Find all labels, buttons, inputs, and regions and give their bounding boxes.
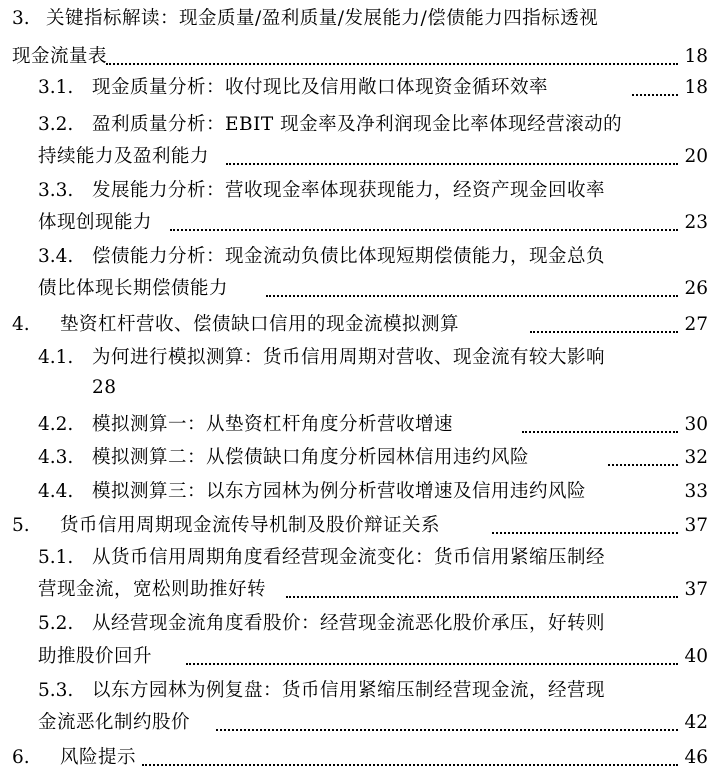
toc-entry-title: 从经营现金流角度看股价：经营现金流恶化股价承压，好转则: [92, 613, 606, 634]
toc-entry-number: 3.2.: [38, 114, 74, 135]
toc-entry-title: 以东方园林为例复盘：货币信用紧缩压制经营现金流，经营现: [92, 680, 606, 701]
toc-entry-title: 模拟测算一：从垫资杠杆角度分析营收增速: [92, 414, 454, 435]
toc-page-number: 18: [684, 77, 708, 98]
toc-page-number: 23: [684, 212, 708, 233]
dot-leader: [170, 229, 678, 231]
toc-page-number: 30: [684, 414, 708, 435]
toc-page-number: 37: [684, 515, 708, 536]
toc-entry-number: 5.2.: [38, 613, 74, 634]
toc-entry-title: 从货币信用周期角度看经营现金流变化：货币信用紧缩压制经: [92, 547, 606, 568]
toc-page-number: 26: [684, 278, 708, 299]
dot-leader: [492, 532, 678, 534]
toc-page-number: 37: [684, 579, 708, 600]
toc-entry-number: 6.: [12, 747, 30, 768]
dot-leader: [142, 764, 678, 766]
dot-leader: [286, 596, 678, 598]
toc-entry-title: 垫资杠杆营收、偿债缺口信用的现金流模拟测算: [60, 314, 460, 335]
dot-leader: [530, 331, 678, 333]
toc-page-number: 33: [684, 481, 708, 502]
dot-leader: [608, 464, 678, 466]
toc-entry-number: 5.3.: [38, 680, 74, 701]
dot-leader: [632, 94, 678, 96]
toc-entry-title: 发展能力分析：营收现金率体现获现能力，经资产现金回收率: [92, 180, 606, 201]
toc-entry-title-continued: 营现金流，宽松则助推好转: [38, 579, 267, 600]
toc-page-number: 46: [684, 747, 708, 768]
toc-page-number: 28: [92, 377, 117, 398]
toc-entry-title: 为何进行模拟测算：货币信用周期对营收、现金流有较大影响: [92, 347, 606, 368]
toc-entry-title-continued: 持续能力及盈利能力: [38, 146, 210, 167]
dot-leader: [522, 431, 678, 433]
toc-entry-number: 3.3.: [38, 180, 74, 201]
toc-entry-title-continued: 体现创现能力: [38, 212, 153, 233]
toc-entry-title: 关键指标解读：现金质量/盈利质量/发展能力/偿债能力四指标透视: [46, 8, 599, 29]
dot-leader: [186, 663, 678, 665]
toc-entry-title: 货币信用周期现金流传导机制及股价辩证关系: [60, 515, 441, 536]
toc-entry-number: 3.: [12, 8, 30, 29]
dot-leader: [216, 729, 678, 731]
toc-entry-title: 现金质量分析：收付现比及信用敞口体现资金循环效率: [92, 77, 549, 98]
toc-entry-number: 4.3.: [38, 447, 74, 468]
dot-leader: [226, 163, 678, 165]
toc-entry-title-continued: 现金流量表: [12, 46, 108, 67]
dot-leader: [266, 295, 678, 297]
toc-page-number: 18: [684, 46, 708, 67]
toc-entry-number: 5.1.: [38, 547, 74, 568]
toc-page-number: 32: [684, 447, 708, 468]
toc-entry-number: 4.2.: [38, 414, 74, 435]
toc-page-number: 27: [684, 314, 708, 335]
toc-entry-title: 盈利质量分析：EBIT 现金率及净利润现金比率体现经营滚动的: [92, 114, 623, 135]
toc-page-number: 40: [684, 646, 708, 667]
toc-entry-number: 3.1.: [38, 77, 74, 98]
toc-entry-title-continued: 助推股价回升: [38, 646, 153, 667]
toc-entry-number: 4.: [12, 314, 30, 335]
toc-entry-number: 5.: [12, 515, 30, 536]
toc-entry-number: 3.4.: [38, 246, 74, 267]
toc-entry-title: 模拟测算三：以东方园林为例分析营收增速及信用违约风险: [92, 481, 587, 502]
dot-leader: [106, 63, 678, 65]
toc-page-number: 20: [684, 146, 708, 167]
toc-entry-title-continued: 债比体现长期偿债能力: [38, 278, 229, 299]
toc-entry-title: 偿债能力分析：现金流动负债比体现短期偿债能力，现金总负: [92, 246, 606, 267]
toc-page-number: 42: [684, 712, 708, 733]
toc-entry-title-continued: 金流恶化制约股价: [38, 712, 191, 733]
toc-entry-number: 4.4.: [38, 481, 74, 502]
toc-entry-title: 模拟测算二：从偿债缺口角度分析园林信用违约风险: [92, 447, 530, 468]
toc-entry-number: 4.1.: [38, 347, 74, 368]
toc-entry-title: 风险提示: [60, 747, 137, 768]
